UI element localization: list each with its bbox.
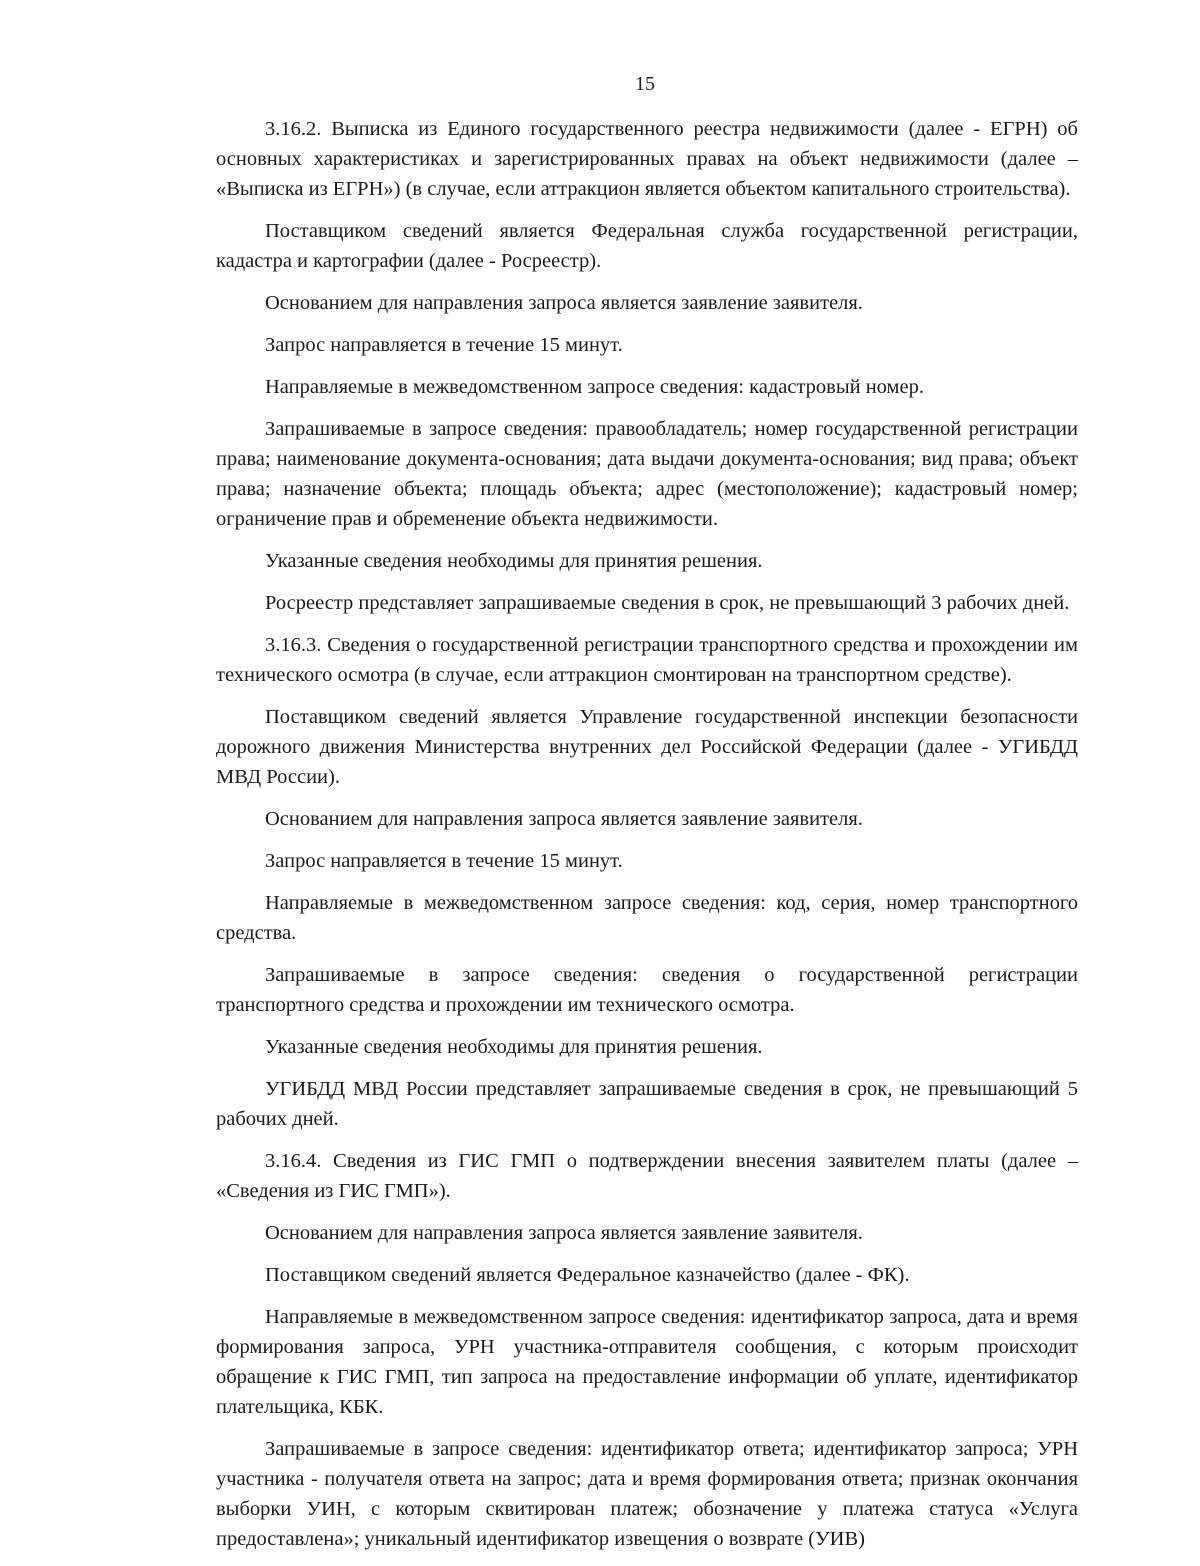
paragraph: Росреестр представляет запрашиваемые сведения в срок, не превышающий 3 рабочих дней. <box>265 592 1070 614</box>
paragraph: Запрос направляется в течение 15 минут. <box>265 850 623 872</box>
paragraph-3-16-4-title: 3.16.4. Сведения из ГИС ГМП о подтверждении внесения заявителем платы (далее – «Сведения из ГИС ГМП»). <box>216 1150 1078 1202</box>
paragraph: Поставщиком сведений является Федеральное казначейство (далее - ФК). <box>265 1264 910 1286</box>
paragraph: Поставщиком сведений является Федеральная служба государственной регистрации, кадастра и картографии (далее - Росреестр). <box>216 220 1078 272</box>
paragraph-3-16-2-title: 3.16.2. Выписка из Единого государственного реестра недвижимости (далее - ЕГРН) об основных характеристиках и зарегистрированных правах на объект недвижимости (далее – «Выписка из ЕГРН») (в случае, если аттракцион является объектом капитального строительства). <box>216 118 1078 200</box>
paragraph: УГИБДД МВД России представляет запрашиваемые сведения в срок, не превышающий 5 рабочих дней. <box>216 1078 1078 1130</box>
paragraph: Направляемые в межведомственном запросе сведения: код, серия, номер транспортного средства. <box>216 892 1078 944</box>
paragraph: Поставщиком сведений является Управление государственной инспекции безопасности дорожного движения Министерства внутренних дел Российской Федерации (далее - УГИБДД МВД России). <box>216 706 1078 788</box>
page-number: 15 <box>635 73 655 95</box>
paragraph: Основанием для направления запроса является заявление заявителя. <box>265 1222 863 1244</box>
paragraph-3-16-3-title: 3.16.3. Сведения о государственной регистрации транспортного средства и прохождении им технического осмотра (в случае, если аттракцион смонтирован на транспортном средстве). <box>216 634 1078 686</box>
paragraph: Основанием для направления запроса является заявление заявителя. <box>265 292 863 314</box>
paragraph: Запрашиваемые в запросе сведения: сведения о государственной регистрации транспортного средства и прохождении им технического осмотра. <box>216 964 1078 1016</box>
paragraph: Запрашиваемые в запросе сведения: правообладатель; номер государственной регистрации права; наименование документа-основания; дата выдачи документа-основания; вид права; объект права; назначение объекта; площадь объекта; адрес (местоположение); кадастровый номер; ограничение прав и обременение объекта недвижимости. <box>216 418 1078 530</box>
paragraph: Основанием для направления запроса является заявление заявителя. <box>265 808 863 830</box>
paragraph: Запрашиваемые в запросе сведения: идентификатор ответа; идентификатор запроса; УРН участника - получателя ответа на запрос; дата и время формирования ответа; признак окончания выборки УИН, с которым сквитирован платеж; обозначение у платежа статуса «Услуга предоставлена»; уникальный идентификатор извещения о возврате (УИВ) <box>216 1438 1078 1550</box>
paragraph: Запрос направляется в течение 15 минут. <box>265 334 623 356</box>
paragraph: Направляемые в межведомственном запросе сведения: кадастровый номер. <box>265 376 924 398</box>
paragraph: Указанные сведения необходимы для принятия решения. <box>265 1036 763 1058</box>
document-body <box>216 114 1078 1566</box>
paragraph: Направляемые в межведомственном запросе сведения: идентификатор запроса, дата и время формирования запроса, УРН участника-отправителя сообщения, с которым происходит обращение к ГИС ГМП, тип запроса на предоставление информации об уплате, идентификатор плательщика, КБК. <box>216 1306 1078 1418</box>
paragraph: Указанные сведения необходимы для принятия решения. <box>265 550 763 572</box>
